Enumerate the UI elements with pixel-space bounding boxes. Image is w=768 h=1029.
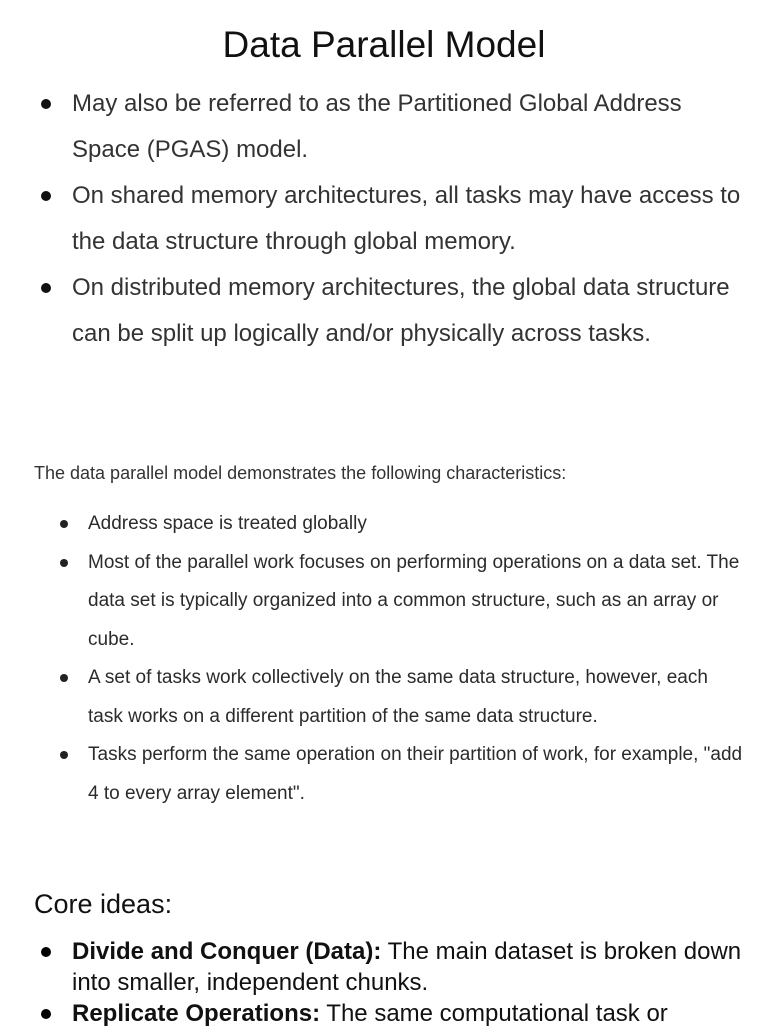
list-item <box>72 936 742 998</box>
list-item <box>72 173 742 265</box>
core-ideas-heading: Core ideas: <box>34 889 173 919</box>
bullet-icon <box>41 947 51 957</box>
core-idea-text: The main dataset is broken down into smaller, independent chunks. <box>72 938 742 996</box>
list-item <box>72 81 742 173</box>
list-item <box>88 659 743 736</box>
list-item-text: Tasks perform the same operation on their partition of work, for example, "add 4 to every array element". <box>88 744 743 804</box>
bullet-icon <box>41 99 51 109</box>
core-idea-text: The same computational task or <box>320 1000 668 1027</box>
bullet-icon <box>41 191 51 201</box>
bullet-icon <box>60 559 68 567</box>
characteristics-heading: The data parallel model demonstrates the following characteristics: <box>34 463 567 483</box>
core-ideas-list <box>72 936 742 1029</box>
list-item-text: Most of the parallel work focuses on performing operations on a data set. The data set is typically organized into a common structure, such as an array or cube. <box>88 551 740 650</box>
list-item <box>88 505 743 544</box>
bullet-icon <box>41 283 51 293</box>
bullet-icon <box>41 1009 51 1019</box>
list-item-text: May also be referred to as the Partitioned Global Address Space (PGAS) model. <box>72 90 682 163</box>
core-idea-term: Replicate Operations: <box>72 1000 321 1027</box>
list-item-text: On shared memory architectures, all tasks may have access to the data structure through global memory. <box>72 182 741 255</box>
list-item <box>72 998 742 1029</box>
bullet-icon <box>60 520 68 528</box>
intro-list <box>72 81 742 357</box>
list-item-text: Address space is treated globally <box>88 513 367 534</box>
list-item-text: A set of tasks work collectively on the same data structure, however, each task works on a different partition of the same data structure. <box>88 667 708 727</box>
list-item-text: On distributed memory architectures, the global data structure can be split up logically and/or physically across tasks. <box>72 274 730 347</box>
page-title: Data Parallel Model <box>222 24 546 65</box>
core-idea-term: Divide and Conquer (Data): <box>72 938 382 965</box>
list-item <box>88 736 743 813</box>
bullet-icon <box>60 751 68 759</box>
list-item <box>72 265 742 357</box>
list-item <box>88 544 743 660</box>
characteristics-list <box>88 505 743 813</box>
bullet-icon <box>60 674 68 682</box>
